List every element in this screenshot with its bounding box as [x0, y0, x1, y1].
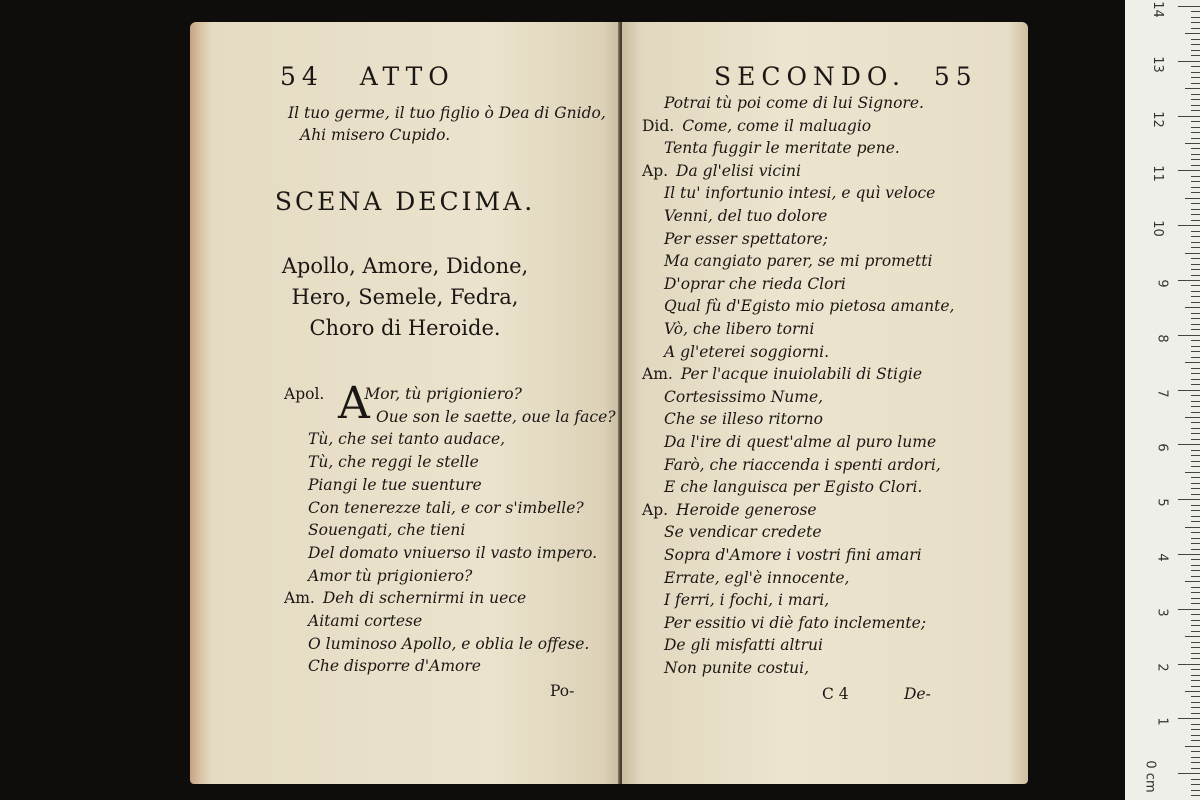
right-verse-line — [664, 433, 936, 451]
ruler-tick — [1191, 165, 1200, 166]
ruler-tick — [1191, 203, 1200, 204]
verse-text: Deh di schernirmi in uece — [322, 589, 527, 608]
verse-text: Come, come il maluagio — [682, 116, 872, 135]
ruler-tick — [1185, 417, 1200, 418]
ruler-tick — [1185, 253, 1200, 254]
ruler-tick — [1191, 50, 1200, 51]
ruler-tick — [1191, 603, 1200, 604]
left-page-header — [280, 62, 455, 91]
right-verse-line — [664, 478, 922, 496]
cast-line-3: Choro di Heroide. — [309, 316, 501, 340]
ruler-tick — [1191, 313, 1200, 314]
right-verse-line — [664, 139, 900, 157]
ruler-tick — [1191, 675, 1200, 676]
ruler-number: 3 — [1154, 608, 1170, 617]
ruler-tick — [1191, 22, 1200, 23]
ruler-tick — [1178, 170, 1200, 171]
verse-text: Tù, che sei tanto audace, — [308, 430, 506, 449]
ruler-tick — [1191, 494, 1200, 495]
ruler-tick — [1191, 154, 1200, 155]
ruler-tick — [1191, 729, 1200, 730]
ruler-tick — [1191, 510, 1200, 511]
verse-text: Errate, egl'è innocente, — [664, 568, 850, 587]
right-verse-line — [664, 523, 822, 541]
ruler-tick — [1191, 11, 1200, 12]
drop-cap: A — [338, 378, 370, 429]
ruler-number: 2 — [1154, 662, 1170, 672]
ruler-tick — [1185, 307, 1200, 308]
ruler-tick — [1191, 543, 1200, 544]
ruler-tick — [1178, 61, 1200, 62]
ruler-tick — [1191, 642, 1200, 643]
verse-text: Tenta fuggir le meritate pene. — [664, 139, 900, 158]
ruler-number: 0 cm — [1142, 760, 1158, 793]
ruler-tick — [1191, 214, 1200, 215]
ruler-tick — [1191, 428, 1200, 429]
ruler-tick — [1185, 746, 1200, 747]
ruler-tick — [1191, 231, 1200, 232]
ruler-tick — [1185, 362, 1200, 363]
verse-text: Vò, che libero torni — [664, 320, 815, 338]
ruler-tick — [1191, 625, 1200, 626]
ruler-tick — [1191, 357, 1200, 358]
ruler-number: 7 — [1154, 388, 1170, 398]
left-verse-line — [308, 567, 472, 585]
left-verse-line — [308, 544, 597, 562]
ruler-tick — [1185, 33, 1200, 34]
ruler-number: 9 — [1154, 279, 1170, 288]
right-verse-line — [664, 297, 954, 315]
open-book — [190, 22, 1030, 784]
ruler-number: 4 — [1154, 553, 1170, 562]
ruler-tick — [1191, 269, 1200, 270]
verse-text: Qual fù d'Egisto mio pietosa amante, — [664, 297, 955, 316]
ruler-tick — [1191, 264, 1200, 265]
ruler-tick — [1191, 302, 1200, 303]
ruler-tick — [1191, 559, 1200, 560]
verse-text: Da gl'elisi vicini — [676, 161, 802, 180]
right-verse-line — [664, 275, 846, 293]
verse-text: Sopra d'Amore i vostri fini amari — [664, 546, 922, 564]
right-verse-line — [664, 659, 809, 677]
ruler-tick — [1178, 280, 1200, 281]
ruler-tick — [1191, 647, 1200, 648]
ruler-tick — [1185, 581, 1200, 582]
ruler-tick — [1191, 784, 1200, 785]
ruler-number: 6 — [1154, 443, 1170, 453]
left-verse-line — [308, 657, 481, 675]
ruler-tick — [1191, 181, 1200, 182]
left-page-number: 54 — [280, 62, 324, 91]
ruler-tick — [1191, 477, 1200, 478]
ruler-tick — [1191, 242, 1200, 243]
ruler-tick — [1191, 275, 1200, 276]
verse-text: Cortesissimo Nume, — [664, 387, 824, 406]
ruler-tick — [1191, 713, 1200, 714]
ruler-tick — [1191, 592, 1200, 593]
left-top-line-1: Il tuo germe, il tuo figlio ò Dea di Gnido, — [288, 104, 606, 122]
speaker-label: Apol. — [284, 385, 325, 403]
ruler-tick — [1191, 285, 1200, 286]
ruler-tick — [1191, 433, 1200, 434]
verse-text: E che languisca per Egisto Clori. — [664, 478, 923, 497]
ruler-tick — [1191, 159, 1200, 160]
ruler-tick — [1191, 94, 1200, 95]
verse-text: Amor tù prigioniero? — [308, 566, 473, 585]
right-verse-line — [664, 591, 829, 609]
ruler-tick — [1185, 198, 1200, 199]
ruler-tick — [1178, 335, 1200, 336]
ruler-tick — [1191, 762, 1200, 763]
left-verse-line — [376, 408, 616, 426]
ruler-tick — [1191, 598, 1200, 599]
ruler-tick — [1191, 192, 1200, 193]
verse-text: Aitami cortese — [308, 612, 423, 630]
measuring-ruler — [1125, 0, 1200, 800]
right-verse-line — [664, 252, 932, 270]
ruler-number: 8 — [1154, 334, 1170, 343]
ruler-number: 1 — [1154, 717, 1170, 727]
ruler-tick — [1191, 296, 1200, 297]
ruler-tick — [1191, 795, 1200, 796]
ruler-tick — [1191, 790, 1200, 791]
speaker-label: Am. — [284, 589, 315, 608]
ruler-tick — [1191, 483, 1200, 484]
ruler-tick — [1191, 329, 1200, 330]
ruler-number: 5 — [1154, 498, 1170, 507]
ruler-tick — [1191, 55, 1200, 56]
ruler-tick — [1191, 138, 1200, 139]
speaker-label: Ap. — [642, 161, 669, 180]
ruler-tick — [1191, 379, 1200, 380]
left-page — [190, 22, 620, 784]
ruler-tick — [1191, 768, 1200, 769]
ruler-tick — [1191, 466, 1200, 467]
ruler-tick — [1191, 450, 1200, 451]
right-verse-line — [664, 320, 814, 338]
ruler-tick — [1191, 422, 1200, 423]
ruler-tick — [1185, 143, 1200, 144]
ruler-tick — [1185, 88, 1200, 89]
ruler-tick — [1191, 751, 1200, 752]
ruler-tick — [1191, 318, 1200, 319]
ruler-tick — [1191, 587, 1200, 588]
ruler-tick — [1191, 779, 1200, 780]
verse-text: Heroide generose — [676, 500, 817, 519]
verse-text: Piangi le tue suenture — [308, 475, 482, 494]
left-running-head: ATTO — [359, 62, 455, 91]
ruler-tick — [1191, 549, 1200, 550]
left-verse-line — [308, 612, 422, 630]
ruler-tick — [1191, 488, 1200, 489]
verse-text: Che se illeso ritorno — [664, 410, 823, 429]
ruler-tick — [1191, 570, 1200, 571]
ruler-tick — [1191, 680, 1200, 681]
ruler-tick — [1191, 127, 1200, 128]
ruler-tick — [1191, 187, 1200, 188]
ruler-tick — [1191, 247, 1200, 248]
ruler-tick — [1191, 384, 1200, 385]
ruler-tick — [1191, 373, 1200, 374]
verse-text: Ma cangiato parer, se mi prometti — [664, 252, 933, 271]
ruler-tick — [1191, 99, 1200, 100]
cast-line-2: Hero, Semele, Fedra, — [291, 285, 519, 309]
right-page-number: 55 — [933, 62, 978, 91]
ruler-tick — [1185, 527, 1200, 528]
verse-text: A gl'eterei soggiorni. — [664, 342, 829, 361]
ruler-tick — [1191, 83, 1200, 84]
ruler-tick — [1191, 658, 1200, 659]
right-page — [622, 22, 1028, 784]
verse-text: De gli misfatti altrui — [664, 636, 823, 655]
ruler-tick — [1191, 291, 1200, 292]
ruler-tick — [1191, 576, 1200, 577]
ruler-number: 12 — [1150, 110, 1166, 128]
verse-text: Potrai tù poi come di lui Signore. — [664, 94, 924, 112]
verse-text: Per essitio vi diè fato inclemente; — [664, 613, 927, 632]
ruler-tick — [1191, 132, 1200, 133]
right-verse-line — [664, 569, 849, 587]
verse-text: Per l'acque inuiolabili di Stigie — [680, 365, 923, 384]
ruler-tick — [1185, 636, 1200, 637]
verse-text: Non punite costui, — [664, 659, 810, 677]
left-verse-line — [308, 499, 584, 517]
ruler-tick — [1191, 28, 1200, 29]
ruler-tick — [1191, 258, 1200, 259]
ruler-tick — [1185, 691, 1200, 692]
ruler-tick — [1191, 39, 1200, 40]
ruler-tick — [1191, 532, 1200, 533]
ruler-tick — [1178, 225, 1200, 226]
ruler-tick — [1191, 653, 1200, 654]
verse-text: D'oprar che rieda Clori — [664, 274, 846, 293]
ruler-tick — [1191, 516, 1200, 517]
verse-text: Il tu' infortunio intesi, e quì veloce — [664, 184, 936, 203]
verse-text: Tù, che reggi le stelle — [308, 453, 479, 472]
ruler-tick — [1191, 620, 1200, 621]
ruler-number: 11 — [1150, 165, 1166, 183]
ruler-number: 14 — [1150, 1, 1166, 18]
ruler-tick — [1191, 505, 1200, 506]
right-verse-line — [642, 501, 817, 519]
left-verse-line — [308, 521, 465, 539]
ruler-tick — [1178, 444, 1200, 445]
right-verse-line — [664, 614, 926, 632]
ruler-tick — [1191, 614, 1200, 615]
scene-title: SCENA DECIMA. — [274, 187, 536, 216]
ruler-tick — [1178, 773, 1200, 774]
ruler-tick — [1191, 209, 1200, 210]
signature-mark: C 4 — [822, 685, 849, 703]
right-verse-line — [664, 343, 829, 361]
ruler-tick — [1191, 351, 1200, 352]
right-running-head: SECONDO. — [714, 62, 906, 91]
ruler-tick — [1191, 461, 1200, 462]
right-verse-line — [642, 162, 801, 180]
verse-text: Con tenerezze tali, e cor s'imbelle? — [308, 498, 584, 517]
right-catchword: De- — [904, 685, 931, 703]
ruler-tick — [1191, 17, 1200, 18]
ruler-tick — [1191, 66, 1200, 67]
right-verse-line — [664, 207, 827, 225]
verse-text: Per esser spettatore; — [664, 229, 828, 248]
verse-text: Mor, tù prigioniero? — [364, 385, 522, 403]
ruler-tick — [1191, 395, 1200, 396]
left-verse-line — [308, 453, 479, 471]
ruler-tick — [1191, 148, 1200, 149]
ruler-tick — [1191, 724, 1200, 725]
ruler-tick — [1178, 6, 1200, 7]
ruler-tick — [1178, 718, 1200, 719]
ruler-tick — [1178, 664, 1200, 665]
right-verse-line — [664, 230, 828, 248]
ruler-tick — [1191, 176, 1200, 177]
verse-text: Oue son le saette, oue la face? — [376, 407, 616, 426]
cast-line-1: Apollo, Amore, Didone, — [281, 254, 529, 278]
ruler-tick — [1191, 686, 1200, 687]
ruler-number: 13 — [1150, 56, 1166, 73]
left-verse-line — [284, 589, 526, 607]
speaker-label: Am. — [642, 365, 673, 384]
ruler-tick — [1191, 631, 1200, 632]
left-verse-line — [308, 430, 505, 448]
ruler-tick — [1191, 696, 1200, 697]
ruler-tick — [1178, 499, 1200, 500]
ruler-tick — [1191, 521, 1200, 522]
ruler-tick — [1191, 740, 1200, 741]
left-catchword: Po- — [550, 682, 575, 700]
right-verse-line — [642, 365, 922, 383]
ruler-tick — [1178, 390, 1200, 391]
verse-text: Del domato vniuerso il vasto impero. — [308, 543, 598, 562]
verse-text: Venni, del tuo dolore — [664, 207, 828, 225]
verse-text: Che disporre d'Amore — [308, 657, 481, 676]
verse-text: Da l'ire di quest'alme al puro lume — [664, 433, 937, 451]
ruler-tick — [1191, 735, 1200, 736]
verse-text: I ferri, i fochi, i mari, — [664, 591, 830, 610]
right-verse-line — [664, 546, 922, 564]
ruler-tick — [1191, 346, 1200, 347]
right-verse-line — [664, 94, 924, 112]
ruler-tick — [1191, 110, 1200, 111]
verse-text: O luminoso Apollo, e oblia le offese. — [308, 634, 590, 653]
ruler-tick — [1191, 401, 1200, 402]
left-verse-line — [308, 476, 482, 494]
speaker-label: Did. — [642, 116, 675, 135]
right-verse-line — [664, 456, 941, 474]
ruler-tick — [1191, 538, 1200, 539]
right-verse-line — [664, 636, 823, 654]
ruler-tick — [1178, 116, 1200, 117]
right-verse-line — [664, 388, 823, 406]
left-verse-line — [308, 635, 589, 653]
right-page-header — [714, 62, 978, 91]
ruler-tick — [1191, 439, 1200, 440]
ruler-tick — [1191, 368, 1200, 369]
ruler-tick — [1191, 565, 1200, 566]
ruler-tick — [1191, 72, 1200, 73]
verse-text: Souengati, che tieni — [308, 521, 466, 540]
right-verse-line — [664, 184, 935, 202]
ruler-tick — [1178, 609, 1200, 610]
ruler-tick — [1191, 340, 1200, 341]
left-top-line-2: Ahi misero Cupido. — [300, 126, 451, 144]
ruler-tick — [1191, 44, 1200, 45]
ruler-tick — [1191, 669, 1200, 670]
ruler-tick — [1191, 412, 1200, 413]
ruler-tick — [1191, 455, 1200, 456]
right-verse-line — [664, 410, 823, 428]
ruler-tick — [1191, 220, 1200, 221]
ruler-tick — [1185, 472, 1200, 473]
verse-text: Se vendicar credete — [664, 523, 822, 542]
ruler-tick — [1178, 554, 1200, 555]
verse-text: Farò, che riaccenda i spenti ardori, — [664, 455, 941, 474]
ruler-tick — [1191, 707, 1200, 708]
ruler-tick — [1191, 105, 1200, 106]
ruler-tick — [1191, 406, 1200, 407]
ruler-tick — [1191, 77, 1200, 78]
ruler-tick — [1191, 324, 1200, 325]
speaker-label: Ap. — [642, 500, 669, 519]
ruler-tick — [1191, 757, 1200, 758]
ruler-tick — [1191, 702, 1200, 703]
right-verse-line — [642, 117, 871, 135]
ruler-tick — [1191, 121, 1200, 122]
ruler-number: 10 — [1150, 220, 1166, 237]
ruler-tick — [1191, 236, 1200, 237]
left-verse-line — [284, 385, 522, 403]
